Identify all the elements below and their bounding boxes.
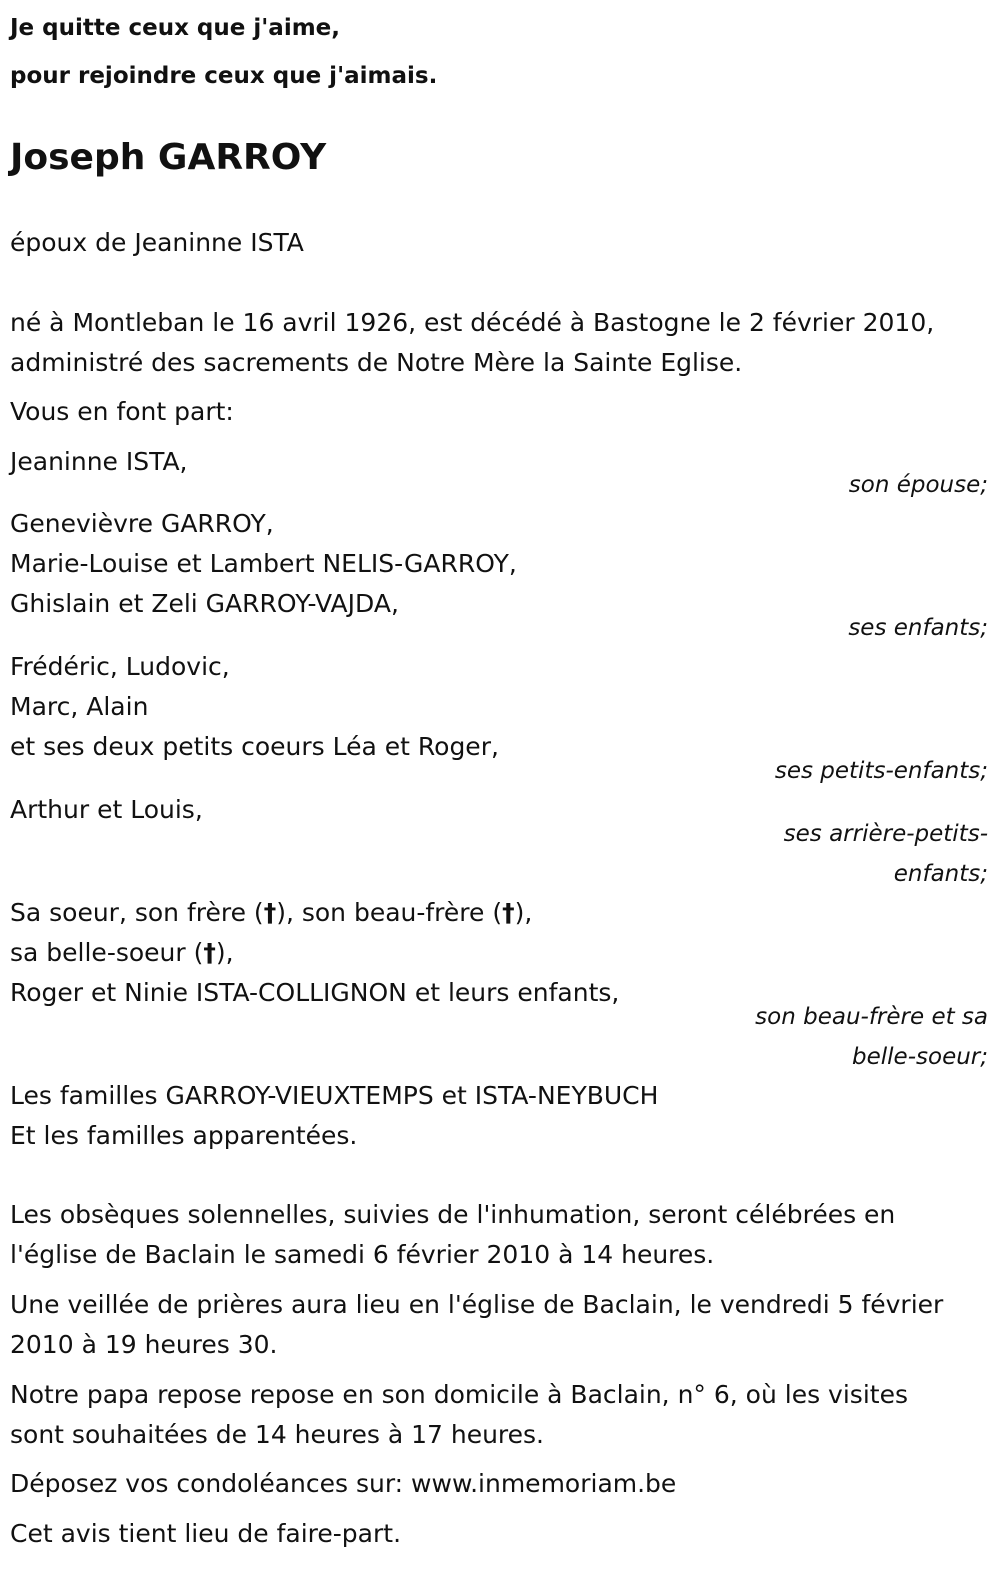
- grandchildren-relation: ses petits-enfants;: [774, 758, 988, 784]
- sacraments-line: administré des sacrements de Notre Mère la Sainte Eglise.: [10, 348, 743, 377]
- siblings-line-2: [10, 933, 234, 973]
- siblings-line-1: [10, 893, 532, 933]
- visits-line-2: sont souhaitées de 14 heures à 17 heures.: [10, 1420, 545, 1449]
- other-families-line-1: Les familles GARROY-VIEUXTEMPS et ISTA-NEYBUCH: [10, 1081, 659, 1110]
- funeral-line-1: Les obsèques solennelles, suivies de l'inhumation, seront célébrées en: [10, 1200, 896, 1229]
- children-relation: ses enfants;: [848, 615, 988, 641]
- condolences-line: Déposez vos condoléances sur: www.inmemoriam.be: [10, 1469, 677, 1498]
- deceased-name: Joseph GARROY: [10, 137, 327, 178]
- great-grandchildren-relation-2: enfants;: [893, 861, 988, 887]
- visits-line-1: Notre papa repose repose en son domicile à Baclain, n° 6, où les visites: [10, 1380, 908, 1409]
- children-line-3: Ghislain et Zeli GARROY-VAJDA,: [10, 589, 399, 618]
- siblings-line-1a: Sa soeur, son frère (: [10, 898, 264, 927]
- siblings-line-3: Roger et Ninie ISTA-COLLIGNON et leurs enfants,: [10, 978, 620, 1007]
- birth-death-line: né à Montleban le 16 avril 1926, est décédé à Bastogne le 2 février 2010,: [10, 308, 935, 337]
- funeral-line-2: l'église de Baclain le samedi 6 février 2010 à 14 heures.: [10, 1240, 715, 1269]
- siblings-relation-1: son beau-frère et sa: [755, 1004, 988, 1030]
- announcement-intro: Vous en font part:: [10, 397, 234, 426]
- siblings-relation-2: belle-soeur;: [852, 1044, 988, 1070]
- epitaph-line-2: pour rejoindre ceux que j'aimais.: [10, 63, 438, 89]
- siblings-line-2b: ),: [215, 938, 234, 967]
- great-grandchildren-relation-1: ses arrière-petits-: [783, 821, 988, 847]
- closing-line: Cet avis tient lieu de faire-part.: [10, 1519, 402, 1548]
- children-line-1: Genevièvre GARROY,: [10, 509, 274, 538]
- grandchildren-line-2: Marc, Alain: [10, 692, 149, 721]
- cross-icon: †: [263, 898, 277, 927]
- great-grandchildren-names: Arthur et Louis,: [10, 795, 203, 824]
- epitaph-line-1: Je quitte ceux que j'aime,: [10, 15, 341, 41]
- vigil-line-1: Une veillée de prières aura lieu en l'église de Baclain, le vendredi 5 février: [10, 1290, 944, 1319]
- children-line-2: Marie-Louise et Lambert NELIS-GARROY,: [10, 549, 517, 578]
- spouse-line: époux de Jeaninne ISTA: [10, 228, 304, 257]
- cross-icon: †: [203, 938, 216, 967]
- siblings-line-1b: ), son beau-frère (: [276, 898, 503, 927]
- siblings-line-2a: sa belle-soeur (: [10, 938, 204, 967]
- grandchildren-line-3: et ses deux petits coeurs Léa et Roger,: [10, 732, 499, 761]
- spouse-relation: son épouse;: [848, 472, 988, 498]
- other-families-line-2: Et les familles apparentées.: [10, 1121, 358, 1150]
- spouse-names: Jeaninne ISTA,: [10, 447, 188, 476]
- cross-icon: †: [502, 898, 515, 927]
- vigil-line-2: 2010 à 19 heures 30.: [10, 1330, 278, 1359]
- grandchildren-line-1: Frédéric, Ludovic,: [10, 652, 230, 681]
- siblings-line-1c: ),: [514, 898, 533, 927]
